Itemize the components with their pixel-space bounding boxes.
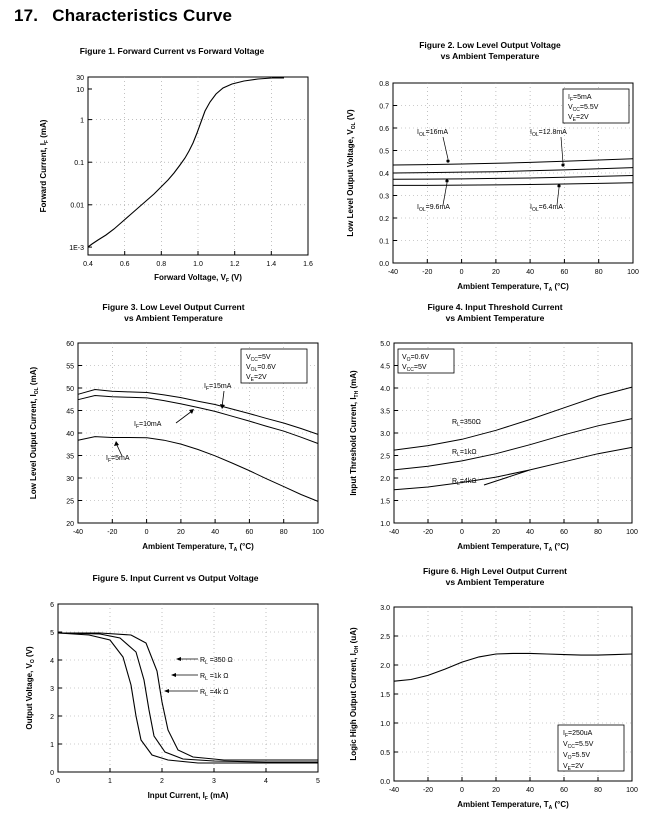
figure-2-xtick-3: 20 [492, 269, 500, 277]
figure-2-xtick-1: -20 [422, 269, 433, 277]
figure-5-xtick-2: 2 [160, 777, 164, 785]
figure-2-xtick-0: -40 [387, 269, 399, 277]
figure-4-xtick-7: 100 [626, 529, 638, 537]
figure-2-xaxis-label: Ambient Temperature, $T_A$ (°C) [457, 282, 569, 294]
figure-5-ann-4k: $R_L =4k$ Ω [200, 688, 229, 698]
figure-3-cond-1: $V_{OL}=0.6V$ [246, 364, 276, 374]
figure-3-ytick-7: 55 [66, 363, 74, 371]
figure-4 [340, 302, 650, 575]
figure-6-title-line2: vs Ambient Temperature [445, 576, 545, 587]
figure-4-ytick-5: 3.5 [380, 408, 390, 416]
figure-5-xaxis-label: Input Current, $I_F$ (mA) [147, 790, 229, 802]
figure-2 [335, 40, 645, 313]
figure-5-ann-350: $R_L =350$ Ω [200, 656, 233, 666]
figure-1-xtick-2: 0.8 [156, 260, 167, 268]
figure-2-ytick-7: 0.7 [379, 103, 389, 111]
figure-2-cond-1: $V_{CC}=5.5V$ [568, 104, 599, 114]
figure-6-yaxis-label: Logic High Output Current, $I_{OH}$ (uA) [349, 627, 360, 761]
figure-5-curve-1kohm [58, 633, 318, 762]
figure-1-xtick-0: 0.4 [83, 260, 93, 268]
figure-3-cond-0: $V_{CC}=5V$ [246, 354, 271, 364]
figure-4-xtick-6: 80 [594, 529, 602, 537]
figure-5 [18, 573, 333, 821]
figure-3-ytick-5: 45 [66, 408, 74, 416]
figure-3-title-line1: Figure 3. Low Level Output Current [102, 302, 245, 312]
figure-2-ann-12p8ma: $I_{OL}=12.8mA$ [530, 129, 567, 139]
figure-1-yaxis-label: Forward Current, $I_F$ (mA) [39, 119, 50, 213]
figure-5-curve-4kohm [58, 633, 318, 763]
figure-6-ytick-1: 0.5 [380, 750, 390, 758]
figure-5-ytick-3: 3 [50, 685, 54, 693]
figure-6-cond-1: $V_{CC}=5.5V$ [563, 741, 594, 751]
figure-3-ann-10ma: $I_F=10mA$ [134, 421, 162, 431]
figure-5-ytick-2: 2 [50, 713, 54, 721]
figure-3-xtick-4: 40 [211, 529, 219, 537]
figure-5-ytick-1: 1 [50, 741, 54, 749]
figure-5-title: Figure 5. Input Current vs Output Voltage [92, 573, 259, 583]
figure-6-ytick-4: 2.0 [380, 663, 390, 671]
figure-4-ytick-8: 5.0 [380, 341, 390, 349]
figure-3-ytick-1: 25 [66, 498, 74, 506]
figure-5-ytick-0: 0 [50, 769, 54, 777]
figure-2-curve-6p4ma [393, 183, 633, 186]
figure-6-ytick-6: 3.0 [380, 605, 390, 613]
figure-1-xtick-5: 1.4 [266, 260, 277, 268]
figure-2-xtick-7: 100 [627, 269, 639, 277]
figure-6-ytick-3: 1.5 [380, 692, 390, 700]
figure-4-ann-4k: $R_L=4k\Omega$ [452, 478, 477, 488]
figure-3-ytick-3: 35 [66, 453, 74, 461]
figure-2-cond-0: $I_F=5mA$ [568, 94, 592, 104]
figure-4-xtick-3: 20 [492, 529, 500, 537]
figure-3-ytick-2: 30 [66, 476, 74, 484]
figure-1-ytick-1: 0.01 [70, 202, 84, 210]
figure-2-ytick-5: 0.5 [379, 148, 389, 156]
figure-2-ytick-4: 0.4 [379, 171, 389, 179]
figure-4-title-line1: Figure 4. Input Threshold Current [427, 302, 563, 312]
figure-3-title-line2: vs Ambient Temperature [124, 312, 223, 323]
figure-4-xtick-5: 60 [560, 529, 568, 537]
figure-1-plot [22, 59, 322, 309]
section-number: 17. [14, 6, 39, 25]
figure-2-xtick-2: 0 [459, 269, 464, 277]
figure-2-cond-2: $V_E=2V$ [568, 114, 589, 124]
figure-3-ann-5ma: $I_F=5mA$ [106, 455, 130, 465]
figure-6-xaxis-label: Ambient Temperature, $T_A$ (°C) [457, 800, 569, 812]
figure-1-xtick-6: 1.6 [303, 260, 313, 268]
figure-2-title [335, 40, 645, 61]
figure-4-xtick-4: 40 [526, 529, 534, 537]
page-title [14, 6, 232, 26]
figure-3-ytick-4: 40 [66, 431, 74, 439]
figure-3-cond-2: $V_E=2V$ [246, 374, 267, 384]
figure-1-ytick-0: 1E-3 [69, 244, 84, 252]
figure-3-xtick-0: -40 [72, 529, 84, 537]
figure-2-ytick-6: 0.6 [379, 126, 389, 134]
figure-6-xtick-7: 100 [626, 787, 638, 795]
figure-4-xtick-1: -20 [422, 529, 434, 537]
figure-5-yaxis-label: Output Voltage, $V_O$ (V) [25, 645, 36, 730]
figure-6-cond-0: $I_F=250uA$ [563, 730, 593, 740]
figure-4-conditions [398, 349, 454, 373]
figure-6-title [340, 566, 650, 587]
figure-2-yaxis-label: Low Level Output Voltage, $V_{OL}$ (V) [346, 109, 357, 237]
figure-5-xtick-0: 0 [56, 777, 60, 785]
figure-3-ann-15ma: $I_F=15mA$ [204, 383, 232, 393]
figure-1-xtick-1: 0.6 [119, 260, 130, 268]
figure-4-ytick-7: 4.5 [380, 363, 390, 371]
figure-3-ytick-6: 50 [66, 386, 74, 394]
figure-1-ytick-5: 30 [76, 74, 84, 82]
figure-3 [16, 302, 331, 575]
figure-5-plot [18, 586, 333, 821]
figure-3-ytick-8: 60 [66, 341, 74, 349]
figure-4-cond-0: $V_O=0.6V$ [402, 354, 430, 364]
figure-6-cond-3: $V_E=2V$ [563, 763, 584, 773]
figure-4-cond-1: $V_{CC}=5V$ [402, 364, 427, 374]
figure-2-ytick-8: 0.8 [379, 81, 389, 89]
figure-6-xtick-5: 60 [560, 787, 568, 795]
figure-3-curve-15ma [78, 390, 318, 435]
figure-1-curve [88, 78, 284, 247]
figure-2-title-line1: Figure 2. Low Level Output Voltage [419, 40, 561, 50]
figure-3-conditions [241, 349, 307, 383]
figure-6-conditions [558, 725, 624, 772]
figure-2-ann-9p6ma: $I_{OL}=9.6mA$ [417, 204, 450, 214]
figure-3-title [16, 302, 331, 323]
figure-4-title-line2: vs Ambient Temperature [445, 312, 545, 323]
figure-4-ann-350: $R_L=350\Omega$ [452, 419, 481, 429]
figure-5-xtick-3: 3 [212, 777, 216, 785]
figure-4-curve-4kohm [394, 448, 632, 490]
figure-5-xtick-1: 1 [108, 777, 112, 785]
figure-4-ann-1k: $R_L=1k\Omega$ [452, 449, 477, 459]
figure-6-ytick-0: 0.0 [380, 779, 390, 787]
figure-5-xtick-4: 4 [264, 777, 268, 785]
figure-3-yaxis-label: Low Level Output Current, $I_{OL}$ (mA) [29, 367, 40, 500]
figure-4-ytick-0: 1.0 [380, 521, 390, 529]
figure-5-ytick-4: 4 [50, 657, 54, 665]
figure-2-curve-16ma [393, 159, 633, 165]
figure-4-ytick-6: 4.0 [380, 386, 390, 394]
figure-4-ytick-2: 2.0 [380, 476, 390, 484]
figure-2-conditions [563, 89, 629, 123]
figure-3-curve-10ma [78, 396, 318, 444]
figure-2-ytick-1: 0.1 [379, 238, 389, 246]
figure-6-plot [340, 589, 650, 821]
figure-5-ann-1k: $R_L =1k$ Ω [200, 672, 229, 682]
section-title-text: Characteristics Curve [52, 6, 233, 25]
figure-3-xtick-7: 100 [312, 529, 324, 537]
figure-6-xtick-4: 40 [526, 787, 534, 795]
figure-2-xtick-6: 80 [594, 269, 603, 277]
figure-4-ytick-4: 3.0 [380, 431, 390, 439]
figure-4-title [340, 302, 650, 323]
figure-6-ytick-5: 2.5 [380, 634, 390, 642]
figure-3-xtick-1: -20 [107, 529, 118, 537]
figure-6-xtick-3: 20 [492, 787, 500, 795]
figure-5-ytick-6: 6 [50, 601, 54, 609]
figure-3-plot [16, 325, 331, 575]
figure-3-xtick-5: 60 [245, 529, 254, 537]
figure-1-xtick-4: 1.2 [229, 260, 240, 268]
figure-1-ytick-4: 10 [76, 86, 84, 94]
figure-3-ytick-0: 20 [66, 521, 74, 529]
figure-4-plot [340, 325, 650, 575]
figure-2-curve-9p6ma [393, 176, 633, 180]
figure-2-xtick-4: 40 [526, 269, 534, 277]
figure-2-plot [335, 63, 645, 313]
figure-1-title: Figure 1. Forward Current vs Forward Voltage [79, 46, 265, 56]
figure-3-curve-5ma [78, 437, 318, 502]
figure-4-xaxis-label: Ambient Temperature, $T_A$ (°C) [457, 542, 569, 554]
figure-3-xtick-3: 20 [177, 529, 185, 537]
figure-4-xtick-0: -40 [388, 529, 400, 537]
figure-2-ytick-0: 0.0 [379, 261, 389, 269]
figure-6-curve-ioh [394, 654, 632, 682]
figure-1 [22, 46, 322, 309]
figure-6-cond-2: $V_O=5.5V$ [563, 752, 591, 762]
figure-4-curve-1kohm [394, 419, 632, 470]
figure-4-yaxis-label: Input Threshold Current, $I_{TH}$ (mA) [349, 370, 360, 496]
figure-5-ytick-5: 5 [50, 629, 54, 637]
figure-2-ann-6p4ma: $I_{OL}=6.4mA$ [530, 204, 563, 214]
figure-6-title-line1: Figure 6. High Level Output Current [422, 566, 568, 576]
figure-2-title-line2: vs Ambient Temperature [440, 50, 540, 61]
figure-6-xtick-0: -40 [388, 787, 400, 795]
figure-1-ytick-2: 0.1 [74, 159, 84, 167]
figure-6-ytick-2: 1.0 [380, 721, 390, 729]
figure-6-xtick-6: 80 [594, 787, 602, 795]
figure-1-ytick-3: 1 [80, 117, 84, 125]
figure-3-xaxis-label: Ambient Temperature, $T_A$ (°C) [142, 542, 254, 554]
figure-6-xtick-2: 0 [460, 787, 464, 795]
figure-6 [340, 566, 650, 821]
figure-2-ytick-3: 0.3 [379, 193, 389, 201]
figure-3-xtick-6: 80 [279, 529, 288, 537]
figure-1-xtick-3: 1.0 [193, 260, 203, 268]
figure-6-xtick-1: -20 [422, 787, 434, 795]
figure-2-xtick-5: 60 [560, 269, 569, 277]
figure-2-curve-12p8ma [393, 168, 633, 173]
figure-4-ytick-1: 1.5 [380, 498, 390, 506]
figure-2-ann-16ma: $I_{OL}=16mA$ [417, 129, 448, 139]
figure-3-xtick-2: 0 [144, 529, 149, 537]
figure-4-xtick-2: 0 [460, 529, 464, 537]
figure-1-xaxis-label: Forward Voltage, $V_F$ (V) [154, 272, 242, 284]
figure-2-ytick-2: 0.2 [379, 216, 389, 224]
figure-5-curve-350ohm [58, 633, 318, 760]
figure-5-xtick-5: 5 [316, 777, 320, 785]
figure-4-ytick-3: 2.5 [380, 453, 390, 461]
figure-4-curve-350ohm [394, 387, 632, 450]
